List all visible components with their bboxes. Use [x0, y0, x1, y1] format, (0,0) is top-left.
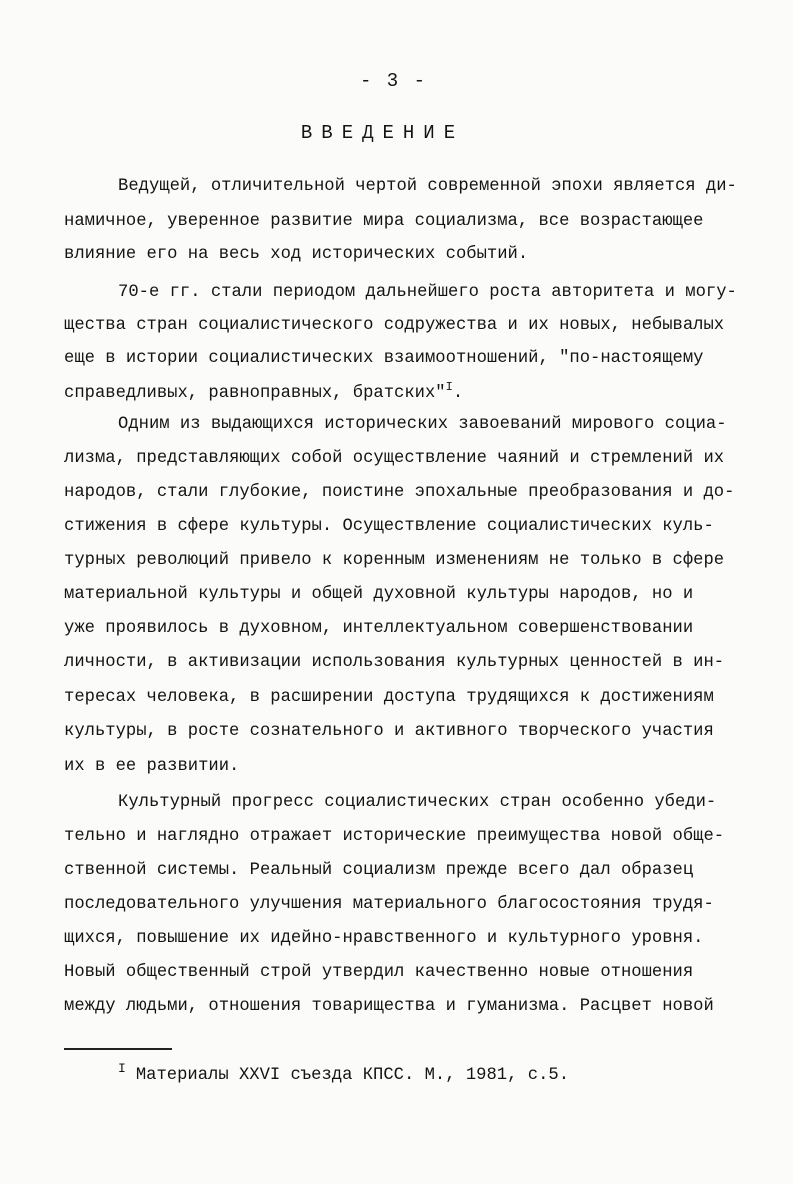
- footnote-reference: I: [445, 380, 453, 394]
- page-number: - 3 -: [359, 70, 427, 92]
- text-line: ственной системы. Реальный социализм прежде всего дал образец: [64, 861, 694, 880]
- footnote-divider: [64, 1048, 172, 1050]
- footnote-mark: I: [118, 1061, 126, 1076]
- text-line: влияние его на весь ход исторических событий.: [64, 245, 529, 264]
- text-line: щихся, повышение их идейно-нравственного и культурного уровня.: [64, 929, 704, 948]
- text-line: турных революций привело к коренным изменениям не только в сфере: [64, 551, 725, 570]
- text-line: Ведущей, отличительной чертой современной эпохи является ди-: [118, 177, 737, 196]
- text-line-with-footnote: [64, 376, 463, 405]
- text-line: тельно и наглядно отражает исторические преимущества новой обще-: [64, 827, 725, 846]
- text-line: уже проявилось в духовном, интеллектуальном совершенствовании: [64, 619, 694, 638]
- text-line: намичное, уверенное развитие мира социализма, все возрастающее: [64, 212, 704, 231]
- text-line: культуры, в росте сознательного и активного творческого участия: [64, 722, 714, 741]
- section-title: ВВЕДЕНИЕ: [300, 122, 465, 144]
- footnote: [118, 1061, 570, 1085]
- text-line: их в ее развитии.: [64, 757, 240, 776]
- text-fragment: справедливых, равноправных, братских": [64, 384, 446, 403]
- text-line: Культурный прогресс социалистических стран особенно убеди-: [118, 793, 717, 812]
- text-line: лизма, представляющих собой осуществление чаяний и стремлений их: [64, 449, 725, 468]
- text-line: народов, стали глубокие, поистине эпохальные преобразования и до-: [64, 483, 735, 502]
- text-line: личности, в активизации использования культурных ценностей в ин-: [64, 653, 725, 672]
- footnote-text: Материалы XXVI съезда КПСС. М., 1981, с.5.: [135, 1066, 570, 1085]
- text-line: между людьми, отношения товарищества и гуманизма. Расцвет новой: [64, 997, 714, 1016]
- text-line: тересах человека, в расширении доступа трудящихся к достижениям: [64, 688, 714, 707]
- text-line: еще в истории социалистических взаимоотношений, "по-настоящему: [64, 349, 704, 368]
- text-line: щества стран социалистического содружества и их новых, небывалых: [64, 316, 725, 335]
- text-fragment: .: [452, 384, 464, 403]
- text-line: 70-е гг. стали периодом дальнейшего роста авторитета и могу-: [118, 283, 737, 302]
- text-line: Новый общественный строй утвердил качественно новые отношения: [64, 963, 694, 982]
- text-line: материальной культуры и общей духовной культуры народов, но и: [64, 585, 694, 604]
- text-line: Одним из выдающихся исторических завоеваний мирового социа-: [118, 415, 727, 434]
- text-line: последовательного улучшения материального благосостояния трудя-: [64, 895, 714, 914]
- text-line: стижения в сфере культуры. Осуществление социалистических куль-: [64, 517, 714, 536]
